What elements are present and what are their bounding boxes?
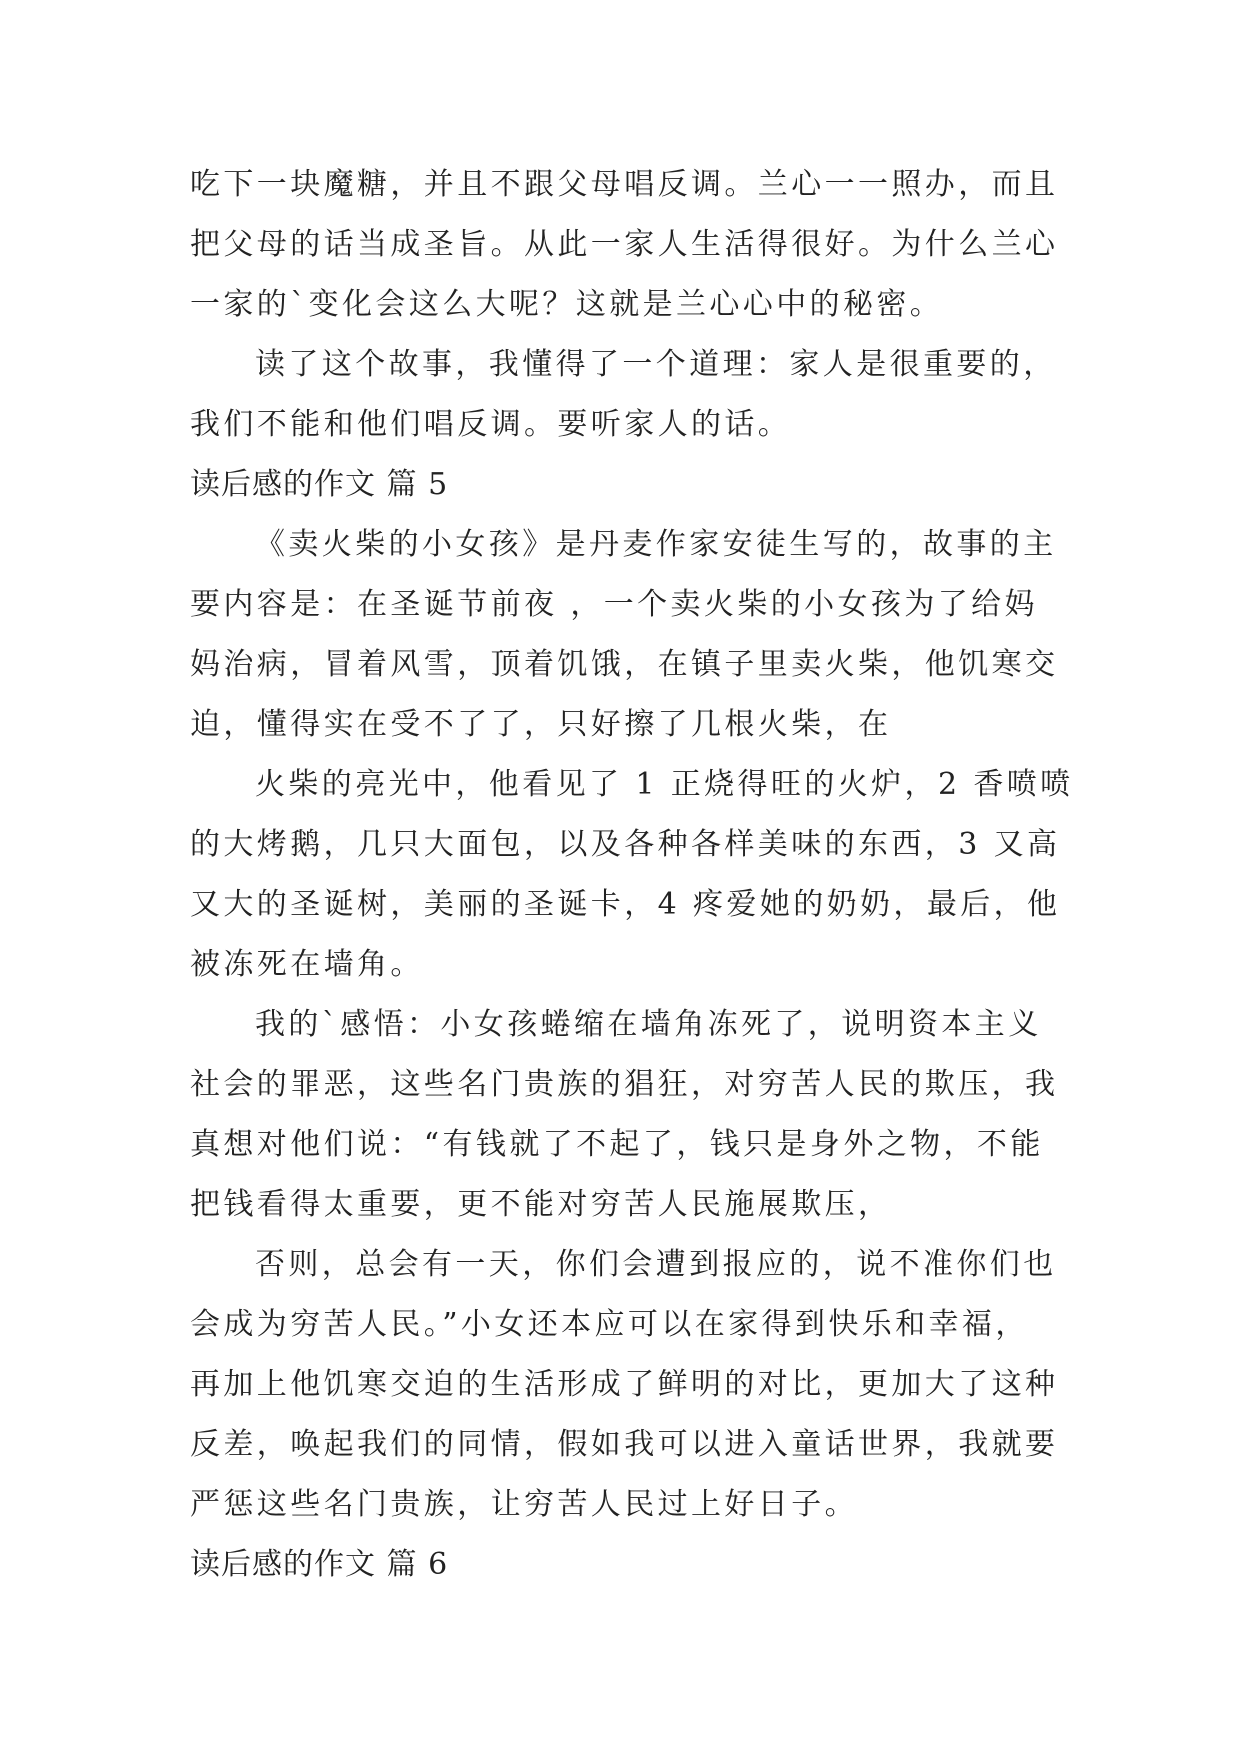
paragraph-line: 的大烤鹅，几只大面包，以及各种各样美味的东西，3 又高: [190, 827, 1061, 862]
paragraph-line: 反差，唤起我们的同情，假如我可以进入童话世界，我就要: [190, 1427, 1059, 1462]
paragraph-line: 我们不能和他们唱反调。要听家人的话。: [190, 407, 792, 442]
paragraph-line: 把父母的话当成圣旨。从此一家人生活得很好。为什么兰心: [190, 227, 1059, 262]
paragraph-line: 会成为穷苦人民。”小女还本应可以在家得到快乐和幸福，: [190, 1307, 1029, 1342]
document-body: [190, 155, 1074, 1595]
paragraph-line: 又大的圣诞树，美丽的圣诞卡，4 疼爱她的奶奶，最后，他: [190, 887, 1061, 922]
paragraph-line: 一家的`变化会这么大呢？这就是兰心心中的秘密。: [190, 287, 944, 322]
paragraph-line: 真想对他们说：“有钱就了不起了，钱只是身外之物，不能: [190, 1127, 1044, 1162]
paragraph-line: 再加上他饥寒交迫的生活形成了鲜明的对比，更加大了这种: [190, 1367, 1059, 1402]
paragraph-line: 否则，总会有一天，你们会遭到报应的，说不准你们也: [255, 1247, 1057, 1282]
section-heading: 读后感的作文 篇 6: [190, 1547, 449, 1582]
paragraph-line: 妈治病，冒着风雪，顶着饥饿，在镇子里卖火柴，他饥寒交: [190, 647, 1059, 682]
paragraph-line: 被冻死在墙角。: [190, 947, 424, 982]
paragraph-line: 严惩这些名门贵族，让穷苦人民过上好日子。: [190, 1487, 858, 1522]
paragraph-line: 我的`感悟：小女孩蜷缩在墙角冻死了，说明资本主义: [255, 1007, 1042, 1042]
section-heading: 读后感的作文 篇 5: [190, 467, 449, 502]
paragraph-line: 吃下一块魔糖，并且不跟父母唱反调。兰心一一照办，而且: [190, 167, 1059, 202]
paragraph-line: 要内容是：在圣诞节前夜 ，一个卖火柴的小女孩为了给妈: [190, 587, 1038, 622]
paragraph-line: 迫，懂得实在受不了了，只好擦了几根火柴，在: [190, 707, 892, 742]
paragraph-line: 社会的罪恶，这些名门贵族的猖狂，对穷苦人民的欺压，我: [190, 1067, 1059, 1102]
paragraph-line: 火柴的亮光中，他看见了 1 正烧得旺的火炉，2 香喷喷: [255, 767, 1074, 802]
paragraph-line: 《卖火柴的小女孩》是丹麦作家安徒生写的，故事的主: [255, 527, 1057, 562]
paragraph-line: 把钱看得太重要，更不能对穷苦人民施展欺压，: [190, 1187, 892, 1222]
paragraph-line: 读了这个故事，我懂得了一个道理：家人是很重要的，: [255, 347, 1057, 382]
